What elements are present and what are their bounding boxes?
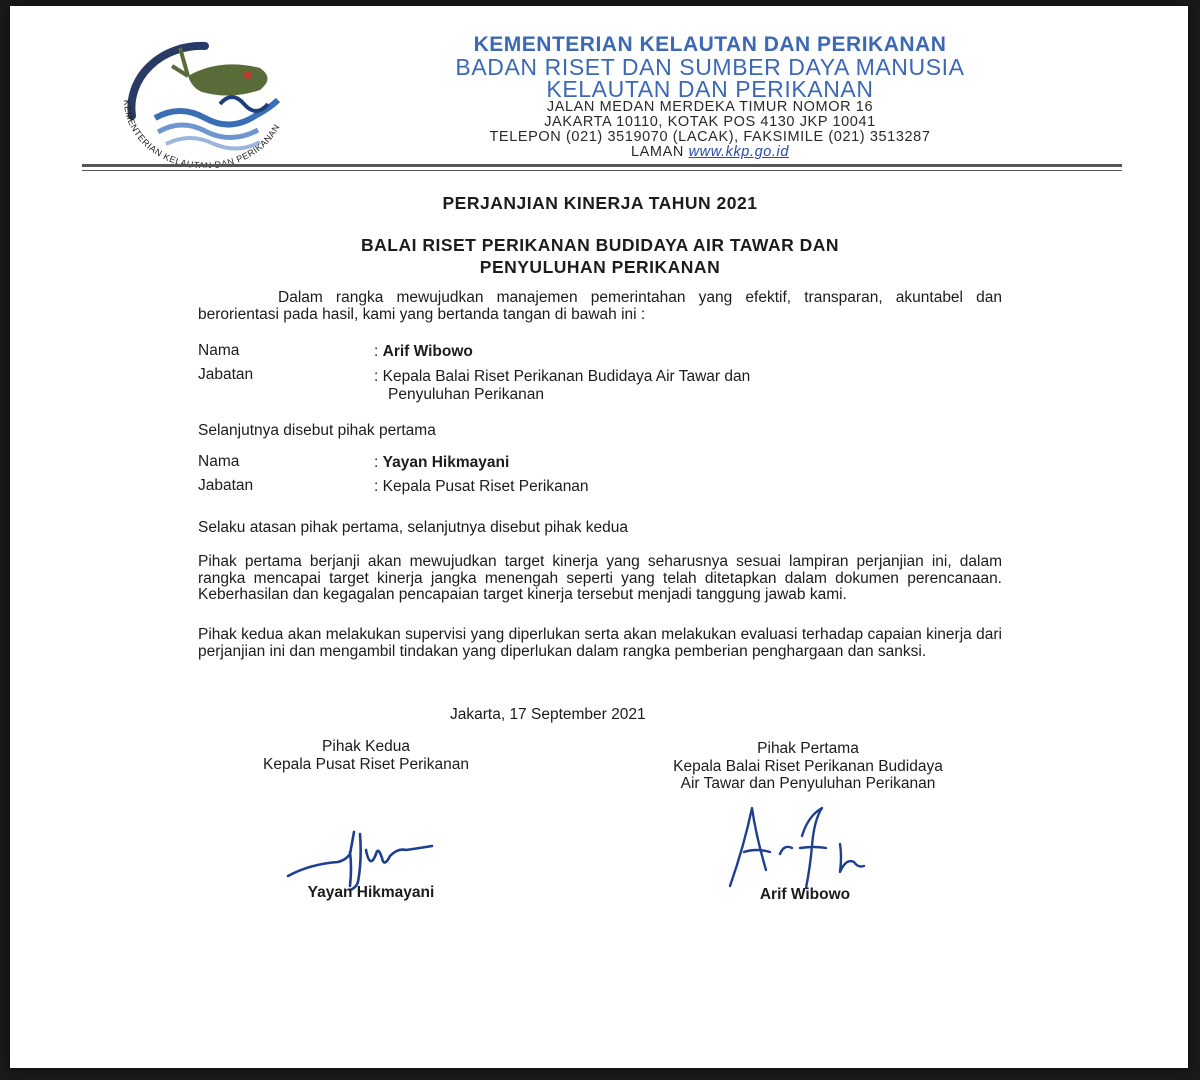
right-signature-title-line1: Kepala Balai Riset Perikanan Budidaya (673, 758, 943, 775)
party1-position-field (374, 368, 750, 404)
supervision-paragraph: Pihak kedua akan melakukan supervisi yang diperlukan serta akan melakukan evaluasi terhadap capaian kinerja dari perjanjian ini dan mengambil tindakan yang diperlukan dalam rangka pemberian penghargaan dan sanksi. (198, 626, 1002, 660)
subtitle-line1: BALAI RISET PERIKANAN BUDIDAYA AIR TAWAR DAN (361, 235, 839, 255)
right-signature-title-line2: Air Tawar dan Penyuluhan Perikanan (680, 775, 936, 792)
party1-name-field (374, 343, 473, 361)
party1-position-line2: Penyuluhan Perikanan (388, 386, 544, 403)
address-line1: JALAN MEDAN MERDEKA TIMUR NOMOR 16 (546, 99, 874, 115)
agency-name-line2: KELAUTAN DAN PERIKANAN (546, 76, 874, 102)
party2-name-field (374, 454, 509, 472)
right-signature (722, 796, 902, 896)
left-signature-role: Pihak Kedua (322, 738, 410, 755)
document-page (10, 6, 1188, 1068)
right-signatory-name: Arif Wibowo (759, 886, 851, 903)
address-line2: JAKARTA 10110, KOTAK POS 4130 JKP 10041 (544, 114, 876, 130)
intro-paragraph: Dalam rangka mewujudkan manajemen pemerintahan yang efektif, transparan, akuntabel dan berorientasi pada hasil, kami yang bertanda tangan di bawah ini : (198, 289, 1002, 323)
left-signature-title: Kepala Pusat Riset Perikanan (263, 756, 469, 773)
party2-designation: Selaku atasan pihak pertama, selanjutnya disebut pihak kedua (198, 519, 628, 536)
place-date: Jakarta, 17 September 2021 (450, 706, 646, 723)
logo-ring-text: KEMENTERIAN KELAUTAN DAN PERIKANAN (121, 99, 282, 168)
party1-position-label: Jabatan (198, 366, 254, 383)
commitment-paragraph: Pihak pertama berjanji akan mewujudkan target kinerja yang seharusnya sesuai lampiran perjanjian ini, dalam rangka mencapai target kinerja jangka menengah seperti yang telah ditetapkan dalam dokumen perencanaan. Keberhasilan dan kegagalan pencapaian target kinerja tersebut menjadi tanggung jawab kami. (198, 553, 1002, 603)
agency-name-line1: BADAN RISET DAN SUMBER DAYA MANUSIA (455, 54, 965, 80)
letterhead-divider-thin (82, 170, 1122, 171)
party2-position-field (374, 478, 589, 496)
website-link[interactable]: www.kkp.go.id (688, 144, 790, 160)
left-signatory-name: Yayan Hikmayani (307, 884, 435, 901)
party2-position-label: Jabatan (198, 477, 254, 494)
document-subtitle (200, 234, 1000, 278)
party1-name-label: Nama (198, 342, 240, 359)
right-signature-role: Pihak Pertama (757, 740, 859, 757)
party2-name-label: Nama (198, 453, 240, 470)
subtitle-line2: PENYULUHAN PERIKANAN (479, 257, 721, 277)
colon: : (374, 478, 379, 495)
party1-name: Arif Wibowo (382, 343, 473, 360)
phone-fax: TELEPON (021) 3519070 (LACAK), FAKSIMILE (021) 3513287 (489, 129, 931, 145)
document-title: PERJANJIAN KINERJA TAHUN 2021 (442, 193, 758, 213)
website-label: LAMAN (630, 144, 684, 160)
colon: : (374, 454, 379, 471)
colon: : (374, 343, 379, 360)
colon: : (374, 368, 379, 385)
party2-position: Kepala Pusat Riset Perikanan (382, 478, 589, 495)
kkp-logo (110, 38, 300, 168)
letterhead-divider-thick (82, 164, 1122, 167)
letterhead (310, 34, 1110, 160)
website-line (310, 145, 1110, 160)
ministry-name: KEMENTERIAN KELAUTAN DAN PERIKANAN (473, 33, 947, 56)
party1-position-line1: Kepala Balai Riset Perikanan Budidaya Air Tawar dan (382, 368, 751, 385)
party2-name: Yayan Hikmayani (382, 454, 510, 471)
party1-designation: Selanjutnya disebut pihak pertama (198, 422, 436, 439)
